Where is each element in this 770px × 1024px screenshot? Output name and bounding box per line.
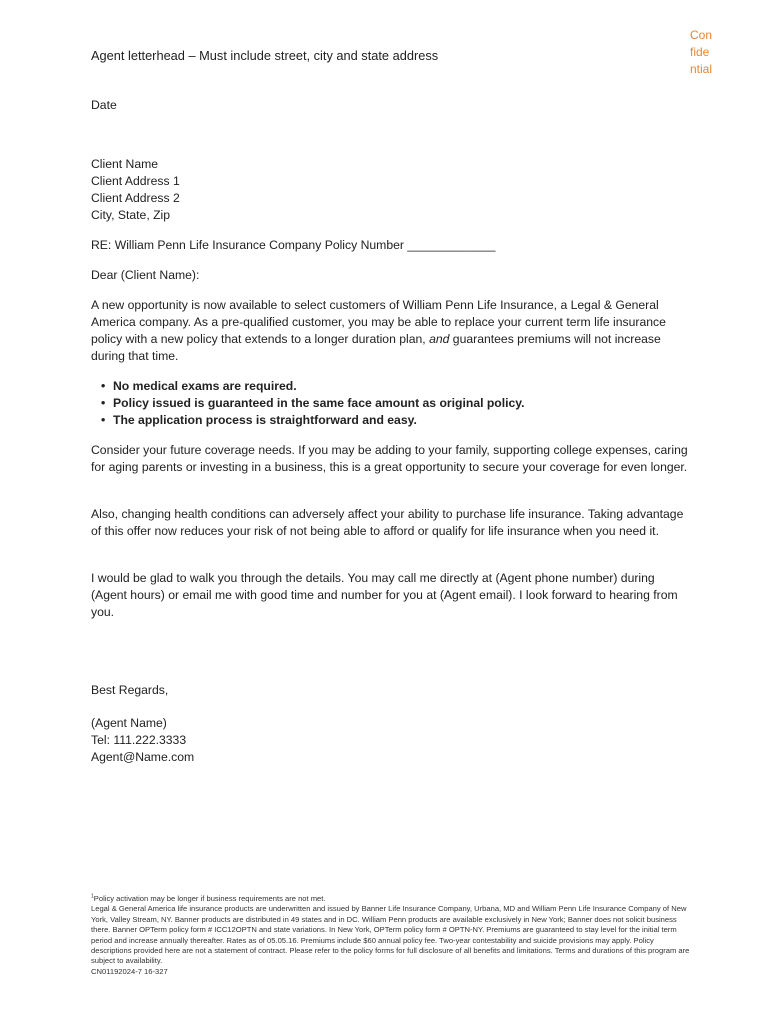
- bullet-dot-icon: •: [101, 396, 106, 410]
- coverage-paragraph: Consider your future coverage needs. If you may be adding to your family, supporting college expenses, caring for aging parents or investing in a business, this is a great opportunity to secure your coverage for even longer.: [91, 443, 688, 474]
- confidential-tag: Confidential: [690, 28, 713, 76]
- footnote-disclosure: Legal & General America life insurance products are underwritten and issued by Banner Life Insurance Company, Urbana, MD and William Penn Life Insurance Company of New York, Valley Stream, NY. Banner products are distributed in 49 states and in DC. William Penn products are available exclusively in New York; Banner does not solicit business there. Banner OPTerm policy form # ICC12OPTN and state variations. In New York, OPTerm policy form # OPTN-NY. Premiums are guaranteed to stay level for the initial term period and increase annually thereafter. Rates as of 05.05.16. Premiums include $60 annual policy fee. Two-year contestability and suicide provisions may apply. Policy descriptions provided here are not a statement of contract. Please refer to the policy forms for full disclosure of all benefits and limitations. Terms and durations of this program are subject to availability.: [91, 904, 690, 966]
- agent-name: (Agent Name): [91, 716, 167, 730]
- intro-text-1: A new opportunity is now available to select customers of William Penn Life Insurance, a Legal & General America company. As a pre-qualified customer, you may be able to replace your current term life insurance policy with a new policy that extends to a longer duration plan,: [91, 298, 666, 346]
- re-line: RE: William Penn Life Insurance Company Policy Number _____________: [91, 238, 496, 252]
- footnote: [91, 894, 691, 977]
- health-paragraph: Also, changing health conditions can adversely affect your ability to purchase life insurance. Taking advantage of this offer now reduces your risk of not being able to afford or qualify for life insurance when you need it.: [91, 507, 684, 538]
- intro-text-2: guarantees premiums will not increase during that time.: [91, 332, 661, 363]
- agent-email: Agent@Name.com: [91, 750, 195, 764]
- benefits-list: [101, 378, 661, 429]
- client-name: Client Name: [91, 157, 159, 171]
- intro-emphasis: and: [429, 332, 450, 346]
- agent-phone: Tel: 111.222.3333: [91, 733, 187, 747]
- bullet-dot-icon: •: [101, 379, 106, 393]
- letterhead-placeholder: Agent letterhead – Must include street, city and state address: [91, 48, 439, 63]
- intro-paragraph: [91, 297, 689, 365]
- footnote-marker: 1: [91, 893, 94, 900]
- closing: Best Regards,: [91, 683, 169, 697]
- benefit-item: • Policy issued is guaranteed in the same face amount as original policy.: [101, 396, 525, 410]
- client-address-2: Client Address 2: [91, 191, 180, 205]
- footnote-code: CN01192024-7 16-327: [91, 966, 168, 976]
- signature-block: [91, 715, 691, 766]
- benefit-item: • The application process is straightforward and easy.: [101, 413, 417, 427]
- bullet-dot-icon: •: [101, 413, 106, 427]
- client-address-1: Client Address 1: [91, 174, 180, 188]
- client-city-state-zip: City, State, Zip: [91, 208, 171, 222]
- footnote-activation: $^1$Policy activation may be longer if business requirements are not met.: [91, 893, 326, 903]
- date-label: Date: [91, 98, 117, 112]
- benefit-item: • No medical exams are required.: [101, 379, 297, 393]
- salutation: Dear (Client Name):: [91, 268, 200, 282]
- contact-paragraph: I would be glad to walk you through the details. You may call me directly at (Agent phone number) during (Agent hours) or email me with good time and number for you at (Agent email). I look forward to hearing from you.: [91, 571, 678, 619]
- client-address-block: [91, 156, 691, 224]
